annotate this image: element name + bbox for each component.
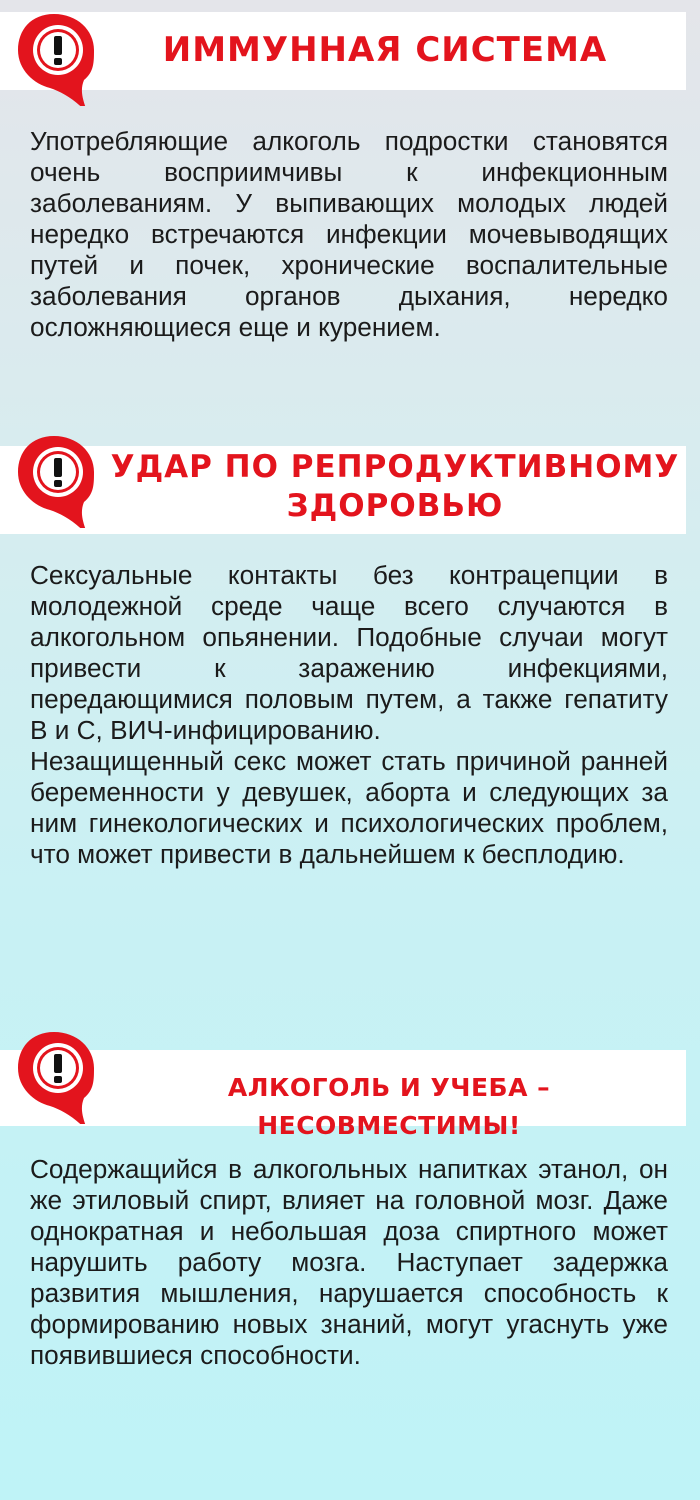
section-body: [30, 126, 668, 343]
alert-pin-icon: [14, 432, 98, 528]
section-title: ИММУННАЯ СИСТЕМА: [162, 30, 608, 70]
section-title: [110, 448, 680, 526]
paragraph: Незащищенный секс может стать причиной ранней беременности у девушек, аборта и следующих за ним гинекологических и психологических проблем, что может привести в дальнейшем к бесплодию.: [30, 746, 668, 869]
section-title: АЛКОГОЛЬ И УЧЕБА – НЕСОВМЕСТИМЫ!: [227, 1073, 551, 1140]
alert-pin-icon: [14, 10, 98, 106]
paragraph: Содержащийся в алкогольных напитках этанол, он же этиловый спирт, влияет на головной мозг. Даже однократная и небольшая доза спиртного может нарушить работу мозга. Наступает задержка развития мышления, нарушается способность к формированию новых знаний, могут угаснуть уже появившиеся способности.: [30, 1154, 668, 1370]
section-body: [30, 560, 668, 870]
paragraph: Употребляющие алкоголь подростки становятся очень восприимчивы к инфекционным заболеваниям. У выпивающих молодых людей нередко встречаются инфекции мочевыводящих путей и почек, хронические воспалительные заболевания органов дыхания, нередко осложняющиеся еще и курением.: [30, 126, 668, 342]
section-title-line: УДАР ПО РЕПРОДУКТИВНОМУ: [110, 449, 680, 485]
section-immune-system: [0, 0, 700, 430]
alert-pin-icon: [14, 1028, 98, 1124]
section-title-line: ЗДОРОВЬЮ: [286, 488, 504, 524]
paragraph: Сексуальные контакты без контрацепции в молодежной среде чаще всего случаются в алкогольном опьянении. Подобные случаи могут привести к заражению инфекциями, передающимися половым путем, а также гепатиту В и С, ВИЧ-инфицированию.: [30, 560, 668, 745]
section-body: [30, 1154, 668, 1371]
